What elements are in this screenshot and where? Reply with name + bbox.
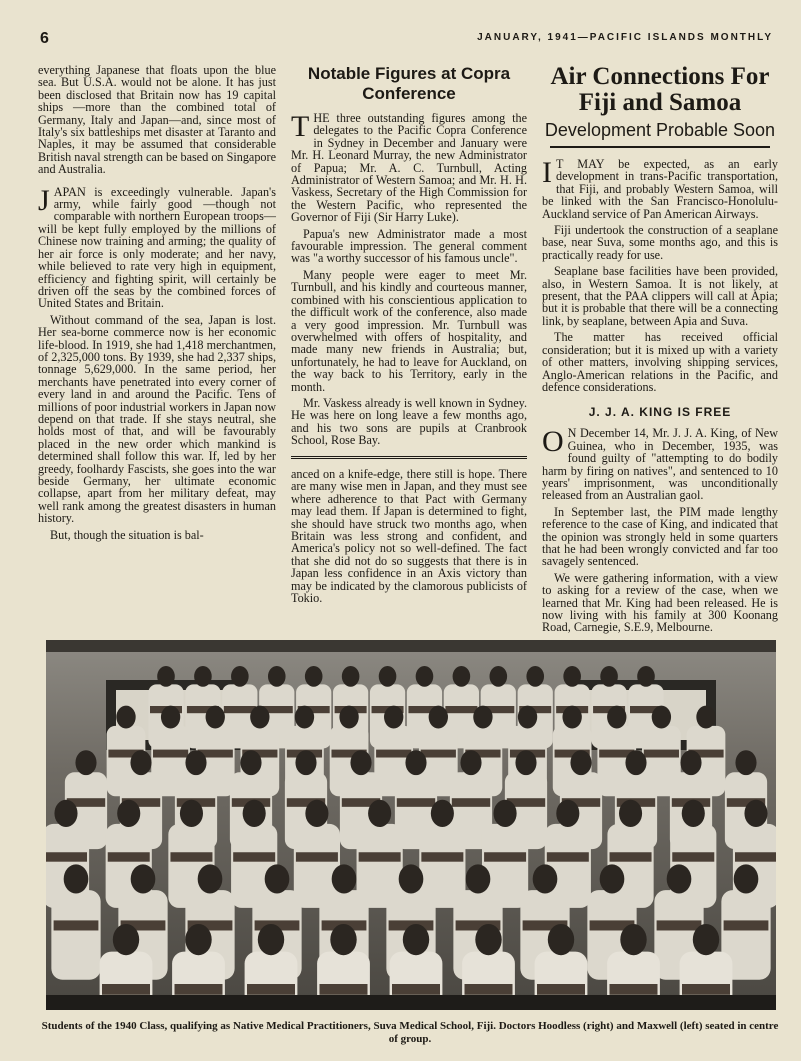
right-paragraph-1 — [542, 158, 778, 220]
running-head: JANUARY, 1941—PACIFIC ISLANDS MONTHLY — [477, 32, 773, 43]
student-head — [556, 800, 579, 827]
student-folded-arms — [376, 750, 411, 758]
student-folded-arms — [320, 984, 368, 995]
drop-cap: O — [542, 425, 564, 459]
student-folded-arms — [610, 984, 658, 995]
student-head — [680, 750, 701, 775]
student-head — [117, 800, 140, 827]
student-head — [368, 800, 391, 827]
student-folded-arms — [421, 750, 456, 758]
student-folded-arms — [657, 920, 702, 930]
student-head — [64, 864, 89, 893]
student-head — [637, 666, 655, 687]
student-head — [696, 706, 715, 729]
student-folded-arms — [102, 984, 150, 995]
student-folded-arms — [397, 798, 435, 807]
student-folded-arms — [610, 852, 652, 861]
student-head — [399, 864, 424, 893]
king-paragraph-1 — [542, 427, 778, 501]
left-paragraph-2-text: APAN is exceedingly vulnerable. Japan's army, while fairly good —though not comparable with northern European troops—will be kept fully employed by the millions of Chinese now training and arming; the quality of her air force is only moderate; and her navy, while believed to rate very high in equipment, efficiency and fighting spirit, will certainly be driven off the seas by the combined forces of United States and Britain. — [38, 184, 276, 311]
student-head — [490, 666, 508, 687]
drop-cap: J — [38, 183, 50, 217]
student-head — [619, 800, 642, 827]
student-head — [734, 864, 759, 893]
student-folded-arms — [54, 920, 99, 930]
student-folded-arms — [46, 852, 87, 861]
student-head — [526, 666, 544, 687]
student-head — [231, 666, 249, 687]
king-paragraph-1-text: N December 14, Mr. J. J. A. King, of New Guinea, who in December, 1935, was found guilty of "attempting to do bodily harm by firing on natives", and sentenced to 10 years' imprisonment, was unconditionally released from an Australian gaol. — [542, 426, 778, 503]
student-head — [161, 706, 180, 729]
student-head — [620, 924, 646, 955]
student-head — [379, 666, 397, 687]
heading-rule — [550, 146, 770, 148]
student-head — [305, 666, 323, 687]
article-heading-copra: Notable Figures at Copra Conference — [307, 64, 511, 103]
student-head — [431, 800, 454, 827]
student-head — [744, 800, 767, 827]
student-head — [693, 924, 719, 955]
student-head — [268, 666, 286, 687]
left-paragraph-2 — [38, 183, 276, 311]
student-folded-arms — [644, 750, 679, 758]
article-heading-king: J. J. A. KING IS FREE — [588, 405, 732, 420]
student-head — [562, 706, 581, 729]
student-head — [250, 706, 269, 729]
column-divider — [291, 456, 527, 459]
student-folded-arms — [465, 984, 513, 995]
student-folded-arms — [108, 852, 150, 861]
photo-caption: Students of the 1940 Class, qualifying as Native Medical Practitioners, Suva Medical School, Fiji. Doctors Hoodless (right) and Maxwell (left) seated in centre of group. — [41, 1020, 779, 1045]
student-head — [339, 706, 358, 729]
right-paragraph-4: The matter has received official consideration; but it is mixed up with a variety of other matters, involving shipping services, Anglo-American relations in the Pacific, and defence considerations. — [542, 330, 778, 394]
student-folded-arms — [296, 852, 338, 861]
student-folded-arms — [547, 852, 589, 861]
student-head — [243, 800, 266, 827]
left-column — [38, 64, 276, 545]
left-paragraph-1: everything Japanese that floats upon the blue sea. But U.S.A. would not be alone. It has just been disclosed that Britain now has 19 capital ships —more than the combined total of Germany, Italy and Japan—and, since most of Italy's six battleships met disaster at Taranto and Naples, it may be assumed that considerable British naval strength can be based on Singapore and Australia. — [38, 63, 276, 177]
student-folded-arms — [233, 852, 275, 861]
student-folded-arms — [537, 984, 585, 995]
right-column — [542, 64, 778, 638]
student-folded-arms — [445, 706, 477, 713]
student-head — [600, 864, 625, 893]
drop-cap: I — [542, 156, 552, 189]
student-head — [453, 666, 471, 687]
student-head — [265, 864, 290, 893]
student-head — [533, 864, 558, 893]
student-folded-arms — [392, 984, 440, 995]
article-subheading: Development Probable Soon — [544, 120, 776, 140]
student-head — [258, 924, 284, 955]
student-head — [625, 750, 646, 775]
student-folded-arms — [682, 984, 730, 995]
student-head — [116, 706, 135, 729]
king-paragraph-3: We were gathering information, with a view to asking for a review of the case, when we learned that Mr. King had been released. He is now living with his family at 300 Koonang Road, Carnegie, S.E.9, Melbourne. — [542, 570, 778, 635]
student-head — [466, 864, 491, 893]
student-folded-arms — [452, 798, 490, 807]
student-folded-arms — [175, 984, 223, 995]
student-head — [240, 750, 261, 775]
middle-paragraph-4: Mr. Vaskess already is well known in Sydney. He was here on long leave a few months ago, and his two sons are pupils at Cranbrook School, Rose Bay. — [291, 395, 527, 448]
student-head — [130, 750, 151, 775]
student-head — [405, 750, 426, 775]
student-folded-arms — [247, 984, 295, 995]
student-head — [131, 864, 156, 893]
middle-paragraph-3: Many people were eager to meet Mr. Turnbull, and his kindly and courteous manner, combined with his conscientious application to the difficult work of the conference, also made a very good impression. Mr. Turnbull was overwhelmed with offers of hospitality, and made many new friends in Australia; but, unfortunately, he had to leave for Auckland, on the way back to his Territory, early in the month. — [291, 267, 527, 394]
student-head — [475, 924, 501, 955]
student-head — [494, 800, 517, 827]
student-head — [198, 864, 223, 893]
student-head — [295, 706, 314, 729]
student-folded-arms — [170, 852, 212, 861]
student-head — [330, 924, 356, 955]
continued-paragraph: anced on a knife-edge, there still is hope. There are many wise men in Japan, and they must see where adherence to that Pact with Germany may lead them. If Japan is determined to fight, she should have struck two months ago, when Britain was less strong and confident, and America's policy not so well-defined. The fact that she did not do so suggests that there is in Japan less confidence in an Axis victory than may be indicated by the clamorous publicists of Tokio. — [291, 467, 527, 606]
student-folded-arms — [359, 852, 401, 861]
student-figure — [51, 890, 100, 980]
student-head — [54, 800, 77, 827]
student-head — [473, 706, 492, 729]
student-folded-arms — [153, 750, 188, 758]
student-head — [194, 666, 212, 687]
right-paragraph-1-text: T MAY be expected, as an early development in trans-Pacific transportation, that Fiji, and probably Western Samoa, will be linked with the San Francisco-Honolulu-Auckland service of Pan American Airways. — [542, 157, 778, 221]
middle-column — [291, 64, 527, 451]
student-head — [350, 750, 371, 775]
group-photograph — [46, 640, 776, 1010]
left-paragraph-3: Without command of the sea, Japan is lost. Her sea-borne commerce now is her economic life-blood. In 1919, she had 1,418 merchantmen, of 2,325,000 tons. By 1939, she had 2,337 ships, tonnage 5,629,000. In the same period, her merchants have penetrated into every corner of every land in and around the Pacific. Tens of millions of poor industrial workers in Japan now depend on that trade. If she stays neutral, she holds most of that, and will be favourably placed in the new order which mankind is determined shall follow this war. If, led by her greedy, foolhardy Fascists, she goes into the war beside Germany, her ultimate economic collapse, apart from her military defeat, may well rank among the greatest disasters in human history. — [38, 312, 276, 526]
student-head — [518, 706, 537, 729]
student-head — [185, 750, 206, 775]
student-head — [305, 800, 328, 827]
student-head — [416, 666, 434, 687]
student-head — [600, 666, 618, 687]
king-paragraph-2: In September last, the PIM made lengthy reference to the case of King, and indicated that the opinion was strongly held in some quarters that he had been wrongly convicted and far too savagely sentenced. — [542, 504, 778, 569]
student-head — [342, 666, 360, 687]
student-folded-arms — [484, 852, 526, 861]
right-paragraph-2: Fiji undertook the construction of a seaplane base, near Suva, some months ago, and this is practically ready for use. — [542, 223, 778, 262]
student-head — [206, 706, 225, 729]
student-head — [384, 706, 403, 729]
right-paragraph-3: Seaplane base facilities have been provided, also, in Western Samoa. It is not likely, at present, that the PAA clippers will call at Apia; but it is probable that there will be a connecting link, by seaplane, between Apia and Suva. — [542, 264, 778, 328]
student-head — [429, 706, 448, 729]
student-head — [548, 924, 574, 955]
student-head — [667, 864, 692, 893]
student-folded-arms — [421, 852, 463, 861]
student-head — [607, 706, 626, 729]
student-head — [113, 924, 139, 955]
page-number: 6 — [40, 30, 49, 47]
student-head — [185, 924, 211, 955]
student-head — [180, 800, 203, 827]
left-paragraph-4: But, though the situation is bal- — [50, 527, 204, 542]
student-head — [515, 750, 536, 775]
student-head — [75, 750, 96, 775]
article-heading-air: Air Connections For Fiji and Samoa — [550, 63, 770, 116]
middle-paragraph-2: Papua's new Administrator made a most favourable impression. The general comment was "a worthy successor of his famous uncle". — [291, 226, 527, 266]
student-head — [682, 800, 705, 827]
student-head — [295, 750, 316, 775]
student-head — [332, 864, 357, 893]
group-photo-image — [46, 640, 776, 1010]
student-head — [157, 666, 175, 687]
student-head — [652, 706, 671, 729]
student-folded-arms — [672, 852, 714, 861]
student-folded-arms — [724, 920, 769, 930]
student-head — [735, 750, 756, 775]
middle-paragraph-1 — [291, 112, 527, 224]
student-folded-arms — [224, 706, 256, 713]
student-head — [563, 666, 581, 687]
middle-column-continued — [291, 468, 527, 608]
drop-cap: T — [291, 110, 310, 143]
student-head — [460, 750, 481, 775]
student-folded-arms — [735, 852, 776, 861]
student-head — [403, 924, 429, 955]
student-head — [570, 750, 591, 775]
middle-paragraph-1-text: HE three outstanding figures among the delegates to the Pacific Copra Conference in Sydney in December and January were Mr. H. Leonard Murray, the new Administrator of Papua; Mr. A. C. Turnbull, Acting Administrator of Western Samoa; and Mr. H. H. Vaskess, Secretary of the High Commission for the Western Pacific, who represented the Governor of Fiji (Sir Harry Luke). — [291, 111, 527, 225]
